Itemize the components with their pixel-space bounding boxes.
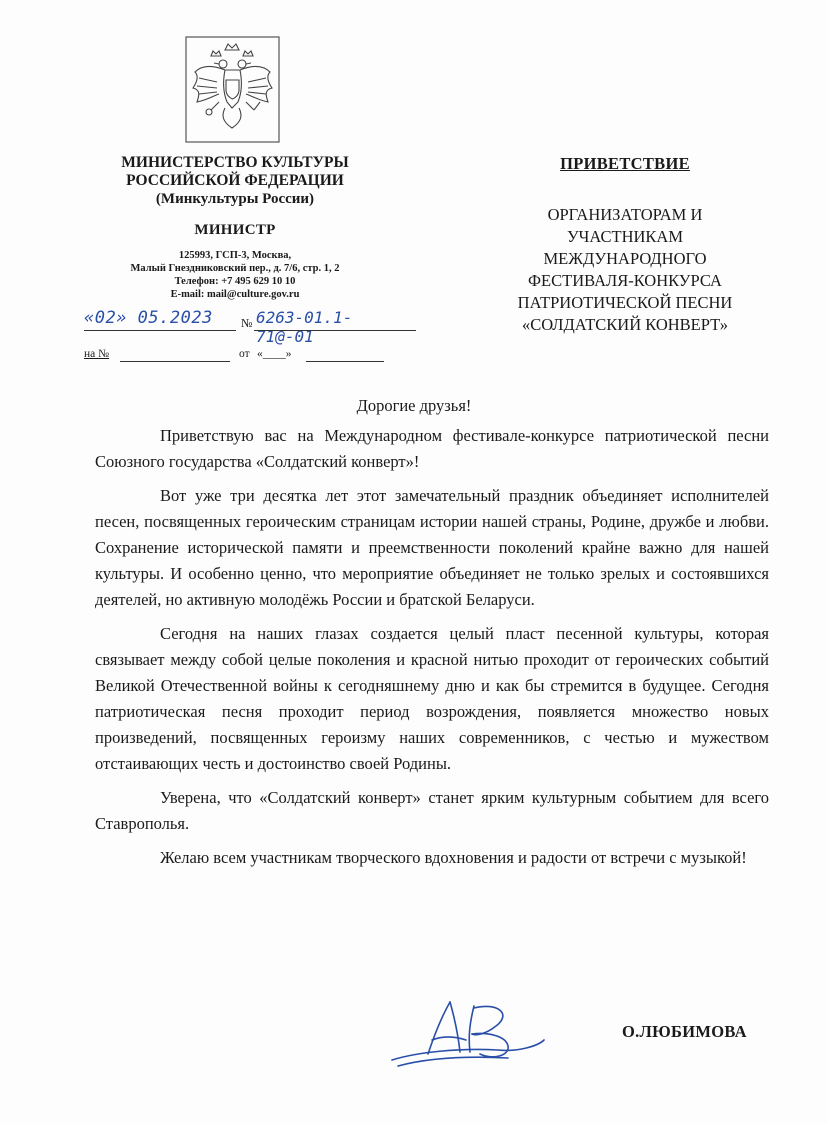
reference-day-blank: «____» [257,348,292,360]
ministry-header [80,154,390,301]
addressee-line: ОРГАНИЗАТОРАМ И [547,205,703,224]
addressee-block [490,204,760,336]
body-paragraph: Приветствую вас на Международном фестивале-конкурсе патриотической песни Союзного государства «Солдатский конверт»! [95,426,769,471]
ministry-address [80,249,390,301]
number-label: № [241,316,253,330]
ministry-name-line2: РОССИЙСКОЙ ФЕДЕРАЦИИ [126,172,344,189]
body-paragraph: Желаю всем участникам творческого вдохновения и радости от встречи с музыкой! [160,848,747,867]
addressee-line: ФЕСТИВАЛЯ-КОНКУРСА [528,271,722,290]
addressee-line: «СОЛДАТСКИЙ КОНВЕРТ» [521,315,729,334]
letter-body [95,423,769,879]
document-title: ПРИВЕТСТВИЕ [560,154,690,173]
addressee-line: МЕЖДУНАРОДНОГО [543,249,707,268]
post-title: МИНИСТР [194,222,276,238]
body-paragraph: Уверена, что «Солдатский конверт» станет ярким культурным событием для всего Ставрополья. [95,788,769,833]
reference-number-label: на № [84,348,110,360]
coat-of-arms-icon [185,36,280,143]
handwritten-signature-icon [388,996,548,1074]
number-underline [254,330,416,331]
signer-name: О.ЛЮБИМОВА [622,1022,747,1041]
ministry-name-line1: МИНИСТЕРСТВО КУЛЬТУРЫ [121,154,349,171]
address-line1: 125993, ГСП-3, Москва, [178,250,292,261]
reference-date-blank [306,361,384,362]
registration-line [84,308,404,346]
reference-line [84,348,404,364]
body-paragraph: Вот уже три десятка лет этот замечательный праздник объединяет исполнителей песен, посвященных героическим страницам истории нашей страны, Родине, дружбе и любви. Сохранение исторической памяти и преемственности поколений крайне важно для нашей культуры. И особенно ценно, что мероприятие объединяет не только зрелых и состоявшихся деятелей, но активную молодёжь России и братской Беларуси. [95,486,769,609]
date-underline [84,330,236,331]
body-paragraph: Сегодня на наших глазах создается целый пласт песенной культуры, которая связывает между собой целые поколения и красной нитью проходит от героических событий Великой Отечественной войны к сегодняшнему дню и как бы стремится в будущее. Сегодня патриотическая песня проходит период возрождения, появляется множество новых произведений, посвященных героизму наших современников, с честью и мужеством отстаивающих честь и достоинство своей Родины. [95,624,769,773]
reference-number-blank [120,361,230,362]
salutation: Дорогие друзья! [356,396,472,415]
phone-line: Телефон: +7 495 629 10 10 [174,276,296,287]
email-line: E-mail: mail@culture.gov.ru [170,289,300,300]
ministry-short-name: (Минкультуры России) [155,191,315,207]
registration-date: «02» 05.2023 [84,308,213,328]
registration-number: 6263-01.1-71@-01 [256,308,353,346]
addressee-line: УЧАСТНИКАМ [566,227,683,246]
reference-date-label: от [239,348,250,360]
address-line2: Малый Гнездниковский пер., д. 7/6, стр. 1, 2 [130,263,340,274]
addressee-line: ПАТРИОТИЧЕСКОЙ ПЕСНИ [517,293,733,312]
